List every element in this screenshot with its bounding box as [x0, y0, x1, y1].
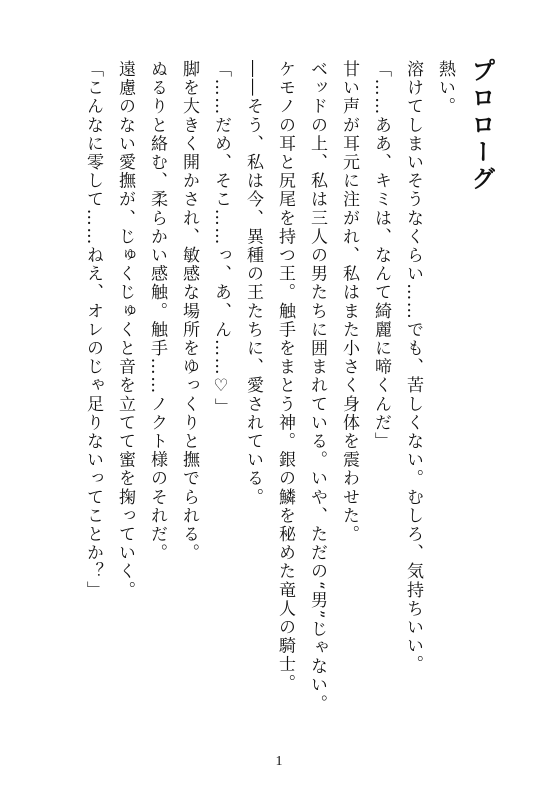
text-line-5: ベッドの上、私は三人の男たちに囲まれている。いや、ただの“男”じゃない。 — [307, 60, 327, 713]
text-line-2: 溶けてしまいそうなくらい……でも、苦しくない。むしろ、気持ちいい。 — [403, 60, 423, 674]
chapter-title: プロローグ — [467, 58, 495, 193]
text-line-1: 熱い。 — [435, 60, 455, 116]
text-line-12: 「こんなに零して……ねえ、オレのじゃ足りないってことか？」 — [83, 60, 103, 600]
text-line-4: 甘い声が耳元に注がれ、私はまた小さく身体を震わせた。 — [339, 60, 359, 544]
page-number: 1 — [275, 754, 283, 769]
text-line-3: 「……ああ、キミは、なんて綺麗に啼くんだ」 — [371, 60, 391, 451]
text-line-7: ――そう、私は今、異種の王たちに、愛されている。 — [243, 60, 263, 507]
text-line-11: 遠慮のない愛撫が、じゅくじゅくと音を立てて蜜を掬っていく。 — [115, 60, 135, 600]
text-line-8: 「……だめ、そこ……っ、あ、ん……♡」 — [211, 60, 231, 417]
text-line-6: ケモノの耳と尻尾を持つ王。触手をまとう神。銀の鱗を秘めた竜人の騎士。 — [275, 60, 295, 693]
text-line-10: ぬるりと絡む、柔らかい感触。触手……ノクト様のそれだ。 — [147, 60, 167, 563]
text-line-9: 脚を大きく開かされ、敏感な場所をゆっくりと撫でられる。 — [179, 60, 199, 563]
